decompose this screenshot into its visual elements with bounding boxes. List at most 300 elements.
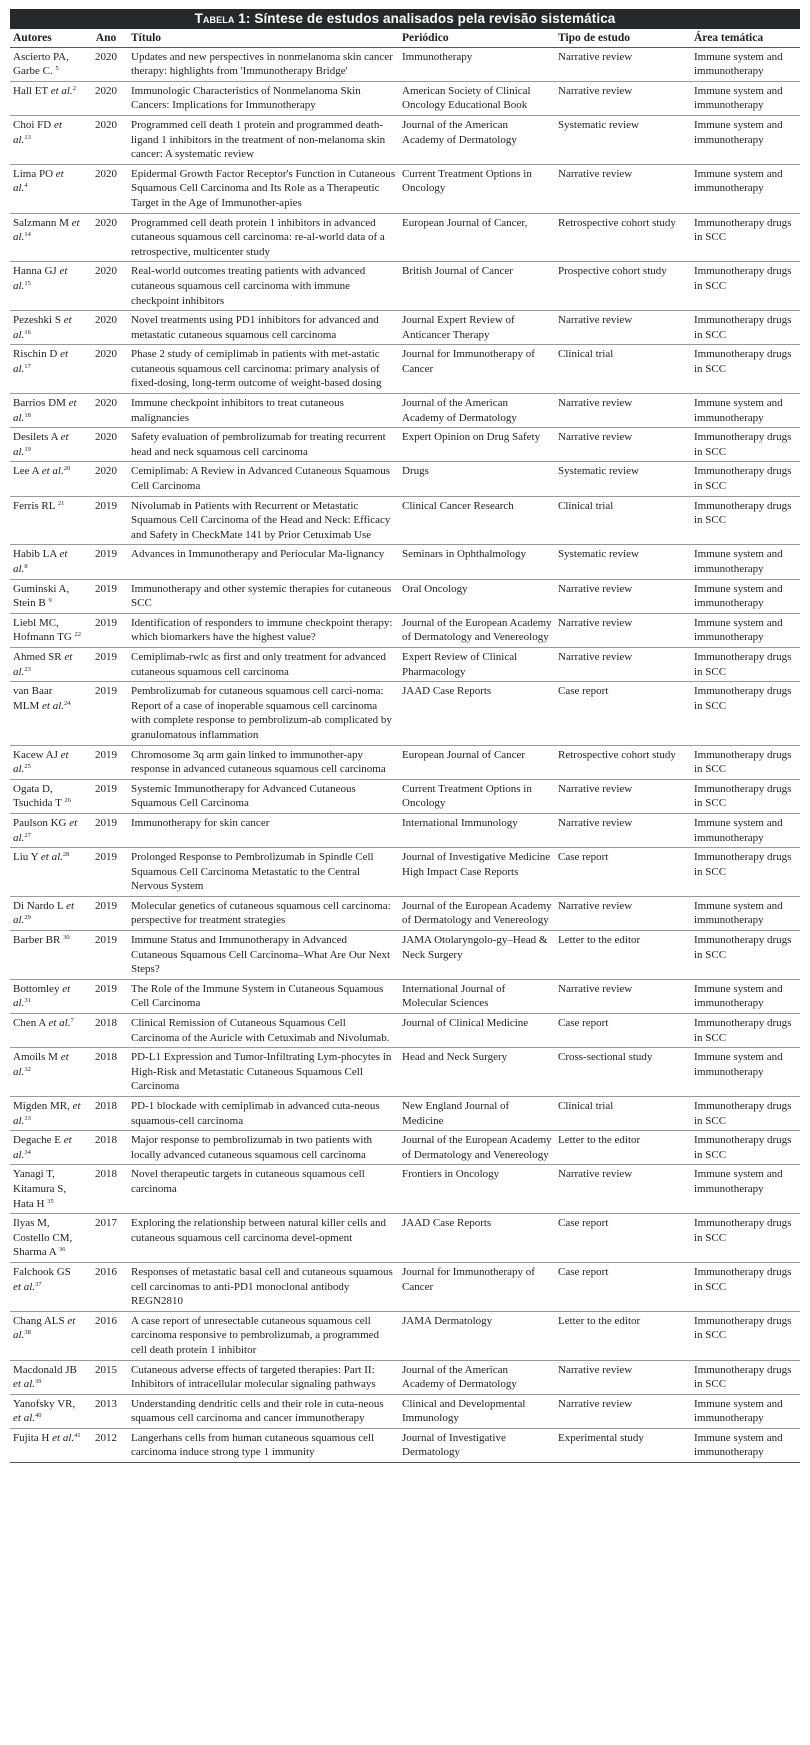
- cell-year: 2013: [84, 1394, 128, 1428]
- cell-area: Immune system and immunotherapy: [691, 896, 800, 930]
- cell-year: 2019: [84, 848, 128, 897]
- cell-year: 2018: [84, 1097, 128, 1131]
- author-name: Hanna GJ: [13, 265, 57, 278]
- studies-table: [10, 29, 800, 1463]
- reference-number: 8: [24, 563, 28, 570]
- cell-study-type: Narrative review: [555, 81, 691, 115]
- table-row: [10, 745, 800, 779]
- cell-journal: Clinical and Developmental Immunology: [399, 1394, 555, 1428]
- cell-study-type: Narrative review: [555, 1165, 691, 1214]
- table-row: [10, 579, 800, 613]
- reference-number: 23: [24, 665, 31, 673]
- cell-area: Immunotherapy drugs in SCC: [691, 1014, 800, 1048]
- cell-author: [10, 1311, 84, 1360]
- cell-area: Immunotherapy drugs in SCC: [691, 462, 800, 496]
- cell-title: Real-world outcomes treating patients with advanced cutaneous squamous cell carcinoma with immune checkpoint inhibitors: [128, 262, 399, 311]
- author-name: Lima PO: [13, 167, 54, 180]
- cell-author: [10, 1394, 84, 1428]
- author-name: Liebl MC, Hofmann TG: [13, 616, 72, 644]
- cell-study-type: Letter to the editor: [555, 931, 691, 980]
- cell-author: [10, 682, 84, 745]
- cell-year: 2020: [84, 394, 128, 428]
- reference-number: 30: [63, 934, 70, 942]
- cell-study-type: Cross-sectional study: [555, 1048, 691, 1097]
- cell-title: Immunotherapy for skin cancer: [128, 813, 399, 847]
- cell-study-type: Narrative review: [555, 813, 691, 847]
- cell-author: [10, 213, 84, 262]
- author-name: Habib LA: [13, 548, 57, 561]
- reference-number: 32: [24, 1065, 31, 1073]
- cell-year: 2019: [84, 979, 128, 1013]
- table-row: [10, 1131, 800, 1165]
- author-name: Guminski A, Stein B: [13, 582, 70, 610]
- cell-year: 2019: [84, 745, 128, 779]
- author-name: Barber BR: [13, 934, 61, 947]
- author-name: Ahmed SR: [13, 650, 62, 663]
- table-row: [10, 979, 800, 1013]
- cell-study-type: Clinical trial: [555, 496, 691, 545]
- cell-study-type: Case report: [555, 1214, 691, 1263]
- author-name: Yanagi T, Kitamura S, Hata H: [13, 1168, 67, 1210]
- reference-number: 36: [58, 1246, 66, 1254]
- table-row: [10, 896, 800, 930]
- cell-year: 2019: [84, 682, 128, 745]
- cell-title: Prolonged Response to Pembrolizumab in Spindle Cell Squamous Cell Carcinoma Metastatic to the Central Nervous System: [128, 848, 399, 897]
- cell-study-type: Prospective cohort study: [555, 262, 691, 311]
- table-row: [10, 1311, 800, 1360]
- cell-study-type: Retrospective cohort study: [555, 745, 691, 779]
- cell-title: Understanding dendritic cells and their role in cuta-neous squamous cell carcinoma and cancer immunotherapy: [128, 1394, 399, 1428]
- cell-title: Immune checkpoint inhibitors to treat cutaneous malignancies: [128, 394, 399, 428]
- header-ano: Ano: [84, 29, 128, 47]
- table-row: [10, 813, 800, 847]
- cell-author: [10, 115, 84, 164]
- cell-journal: New England Journal of Medicine: [399, 1097, 555, 1131]
- table-row: [10, 1048, 800, 1097]
- cell-title: Safety evaluation of pembrolizumab for treating recurrent head and neck squamous cell carcinoma: [128, 428, 399, 462]
- cell-area: Immune system and immunotherapy: [691, 1394, 800, 1428]
- cell-year: 2018: [84, 1014, 128, 1048]
- author-name: Chang ALS: [13, 1314, 65, 1327]
- cell-study-type: Retrospective cohort study: [555, 213, 691, 262]
- cell-area: Immunotherapy drugs in SCC: [691, 311, 800, 345]
- cell-author: [10, 1097, 84, 1131]
- cell-area: Immunotherapy drugs in SCC: [691, 345, 800, 394]
- reference-number: 39: [35, 1378, 42, 1386]
- reference-number: 41: [74, 1431, 81, 1439]
- cell-area: Immune system and immunotherapy: [691, 579, 800, 613]
- cell-journal: Drugs: [399, 462, 555, 496]
- author-name: Yanofsky VR,: [13, 1397, 76, 1410]
- cell-title: Immunologic Characteristics of Nonmelanoma Skin Cancers: Implications for Immunotherapy: [128, 81, 399, 115]
- cell-area: Immunotherapy drugs in SCC: [691, 1131, 800, 1165]
- table-row: [10, 47, 800, 81]
- cell-study-type: Case report: [555, 848, 691, 897]
- author-name: Rischin D: [13, 348, 58, 361]
- cell-title: Programmed cell death protein 1 inhibitors in advanced cutaneous squamous cell carcinoma: re-al-world data of a retrospective, multicenter study: [128, 213, 399, 262]
- cell-journal: Expert Review of Clinical Pharmacology: [399, 647, 555, 681]
- cell-study-type: Narrative review: [555, 647, 691, 681]
- cell-title: Clinical Remission of Cutaneous Squamous Cell Carcinoma of the Auricle with Cetuximab and Nivolumab.: [128, 1014, 399, 1048]
- table-page: [10, 0, 800, 1463]
- cell-year: 2020: [84, 311, 128, 345]
- cell-author: [10, 1214, 84, 1263]
- cell-study-type: Narrative review: [555, 311, 691, 345]
- table-row: [10, 164, 800, 213]
- header-area: Área temática: [691, 29, 800, 47]
- table-row: [10, 1428, 800, 1462]
- cell-study-type: Systematic review: [555, 545, 691, 579]
- cell-area: Immunotherapy drugs in SCC: [691, 848, 800, 897]
- reference-number: 35: [47, 1197, 54, 1205]
- cell-area: Immunotherapy drugs in SCC: [691, 213, 800, 262]
- table-row: [10, 428, 800, 462]
- cell-area: Immunotherapy drugs in SCC: [691, 496, 800, 545]
- reference-number: 38: [24, 1329, 31, 1337]
- author-name: Kacew AJ: [13, 748, 58, 761]
- cell-author: [10, 1428, 84, 1462]
- author-name: Chen A: [13, 1017, 46, 1030]
- cell-study-type: Case report: [555, 1262, 691, 1311]
- table-row: [10, 115, 800, 164]
- author-etal: et al.: [13, 265, 68, 292]
- cell-study-type: Clinical trial: [555, 1097, 691, 1131]
- cell-area: Immune system and immunotherapy: [691, 164, 800, 213]
- cell-journal: Current Treatment Options in Oncology: [399, 779, 555, 813]
- author-name: Degache E: [13, 1134, 61, 1147]
- cell-area: Immune system and immunotherapy: [691, 1048, 800, 1097]
- author-name: Choi FD: [13, 118, 52, 131]
- cell-year: 2015: [84, 1360, 128, 1394]
- cell-title: PD-1 blockade with cemiplimab in advanced cuta-neous squamous-cell carcinoma: [128, 1097, 399, 1131]
- cell-study-type: Narrative review: [555, 1360, 691, 1394]
- cell-journal: Journal of the European Academy of Dermatology and Venereology: [399, 613, 555, 647]
- cell-author: [10, 1262, 84, 1311]
- cell-year: 2018: [84, 1048, 128, 1097]
- table-row: [10, 647, 800, 681]
- cell-area: Immunotherapy drugs in SCC: [691, 1214, 800, 1263]
- cell-area: Immune system and immunotherapy: [691, 1165, 800, 1214]
- cell-journal: Journal of the American Academy of Dermatology: [399, 394, 555, 428]
- reference-number: 28: [62, 851, 70, 859]
- reference-number: 15: [24, 279, 31, 287]
- author-etal: et al.: [13, 1051, 69, 1078]
- table-row: [10, 1097, 800, 1131]
- cell-author: [10, 394, 84, 428]
- cell-journal: Journal of the American Academy of Dermatology: [399, 115, 555, 164]
- reference-number: 25: [24, 763, 31, 771]
- author-name: Hall ET: [13, 84, 48, 97]
- table-row: [10, 345, 800, 394]
- table-row: [10, 462, 800, 496]
- table-row: [10, 1014, 800, 1048]
- cell-journal: JAAD Case Reports: [399, 1214, 555, 1263]
- reference-number: 31: [24, 997, 31, 1005]
- cell-journal: Clinical Cancer Research: [399, 496, 555, 545]
- table-caption: [10, 9, 800, 29]
- table-row: [10, 496, 800, 545]
- cell-year: 2016: [84, 1262, 128, 1311]
- table-row: [10, 931, 800, 980]
- author-etal: et al.: [13, 1134, 72, 1161]
- author-name: Ascierto PA, Garbe C.: [13, 50, 69, 78]
- author-etal: et al.: [13, 216, 80, 244]
- cell-journal: JAAD Case Reports: [399, 682, 555, 745]
- cell-author: [10, 496, 84, 545]
- author-name: Migden MR,: [13, 1100, 70, 1112]
- reference-number: 19: [24, 445, 31, 453]
- cell-author: [10, 462, 84, 496]
- reference-number: 40: [35, 1412, 42, 1420]
- cell-journal: International Journal of Molecular Sciences: [399, 979, 555, 1013]
- header-row: [10, 29, 800, 47]
- cell-journal: Journal for Immunotherapy of Cancer: [399, 1262, 555, 1311]
- author-etal: et al.: [13, 899, 75, 927]
- table-row: [10, 1394, 800, 1428]
- reference-number: 21: [57, 499, 65, 507]
- cell-year: 2020: [84, 81, 128, 115]
- header-titulo: Título: [128, 29, 399, 47]
- cell-author: [10, 164, 84, 213]
- cell-journal: Expert Opinion on Drug Safety: [399, 428, 555, 462]
- cell-author: [10, 311, 84, 345]
- cell-year: 2020: [84, 462, 128, 496]
- cell-area: Immunotherapy drugs in SCC: [691, 779, 800, 813]
- cell-author: [10, 428, 84, 462]
- cell-study-type: Narrative review: [555, 579, 691, 613]
- cell-journal: Seminars in Ophthalmology: [399, 545, 555, 579]
- cell-author: [10, 545, 84, 579]
- cell-title: Identification of responders to immune checkpoint therapy: which biomarkers have the highest value?: [128, 613, 399, 647]
- cell-author: [10, 1131, 84, 1165]
- cell-title: Advances in Immunotherapy and Periocular Ma-lignancy: [128, 545, 399, 579]
- cell-journal: Frontiers in Oncology: [399, 1165, 555, 1214]
- cell-year: 2019: [84, 579, 128, 613]
- cell-title: Molecular genetics of cutaneous squamous cell carcinoma: perspective for treatment strategies: [128, 896, 399, 930]
- author-etal: et al.: [13, 1314, 76, 1342]
- reference-number: 33: [24, 1114, 31, 1122]
- cell-year: 2017: [84, 1214, 128, 1263]
- cell-title: Chromosome 3q arm gain linked to immunother-apy response in advanced cutaneous squamous cell carcinoma: [128, 745, 399, 779]
- cell-title: Exploring the relationship between natural killer cells and cutaneous squamous cell carcinoma devel-opment: [128, 1214, 399, 1263]
- cell-area: Immunotherapy drugs in SCC: [691, 931, 800, 980]
- cell-journal: JAMA Dermatology: [399, 1311, 555, 1360]
- cell-area: Immune system and immunotherapy: [691, 813, 800, 847]
- author-name: Paulson KG: [13, 816, 67, 829]
- cell-title: Programmed cell death 1 protein and programmed death-ligand 1 inhibitors in the treatment of non-melanoma skin cancer: A systematic review: [128, 115, 399, 164]
- author-name: Ferris RL: [13, 499, 56, 512]
- author-name: Di Nardo L: [13, 899, 64, 912]
- author-name: Fujita H: [13, 1431, 50, 1444]
- cell-author: [10, 779, 84, 813]
- cell-year: 2020: [84, 213, 128, 262]
- cell-journal: Journal of Clinical Medicine: [399, 1014, 555, 1048]
- cell-title: PD-L1 Expression and Tumor-Infiltrating Lym-phocytes in High-Risk and Metastatic Cutaneous Squamous Cell Carcinoma: [128, 1048, 399, 1097]
- cell-area: Immunotherapy drugs in SCC: [691, 262, 800, 311]
- reference-number: 9: [48, 597, 52, 605]
- cell-study-type: Narrative review: [555, 164, 691, 213]
- cell-area: Immune system and immunotherapy: [691, 115, 800, 164]
- cell-year: 2020: [84, 164, 128, 213]
- author-name: Salzmann M: [13, 216, 69, 229]
- cell-journal: International Immunology: [399, 813, 555, 847]
- cell-author: [10, 345, 84, 394]
- cell-area: Immune system and immunotherapy: [691, 979, 800, 1013]
- author-name: Macdonald JB: [13, 1363, 77, 1376]
- cell-year: 2019: [84, 545, 128, 579]
- author-etal: et al.: [13, 167, 64, 195]
- table-row: [10, 1360, 800, 1394]
- table-row: [10, 311, 800, 345]
- cell-author: [10, 1014, 84, 1048]
- cell-study-type: Case report: [555, 682, 691, 745]
- cell-area: Immunotherapy drugs in SCC: [691, 682, 800, 745]
- cell-area: Immune system and immunotherapy: [691, 1428, 800, 1462]
- cell-year: 2018: [84, 1131, 128, 1165]
- table-row: [10, 394, 800, 428]
- cell-author: [10, 931, 84, 980]
- cell-study-type: Narrative review: [555, 1394, 691, 1428]
- author-etal: et al.: [42, 699, 65, 712]
- cell-year: 2019: [84, 496, 128, 545]
- author-etal: et al.: [13, 1378, 35, 1391]
- table-body: [10, 47, 800, 1462]
- cell-journal: JAMA Otolaryngolo-gy–Head & Neck Surgery: [399, 931, 555, 980]
- author-name: Barrios DM: [13, 397, 66, 410]
- cell-author: [10, 1048, 84, 1097]
- cell-journal: Journal for Immunotherapy of Cancer: [399, 345, 555, 394]
- cell-author: [10, 848, 84, 897]
- author-name: Bottomley: [13, 982, 60, 995]
- cell-year: 2016: [84, 1311, 128, 1360]
- cell-title: Novel treatments using PD1 inhibitors for advanced and metastatic cutaneous squamous cell carcinoma: [128, 311, 399, 345]
- author-etal: et al.: [52, 1431, 75, 1444]
- header-tipo: Tipo de estudo: [555, 29, 691, 47]
- cell-area: Immune system and immunotherapy: [691, 613, 800, 647]
- cell-title: Systemic Immunotherapy for Advanced Cutaneous Squamous Cell Carcinoma: [128, 779, 399, 813]
- author-etal: et al.: [50, 84, 73, 97]
- header-autores: Autores: [10, 29, 84, 47]
- cell-area: Immune system and immunotherapy: [691, 81, 800, 115]
- cell-title: Langerhans cells from human cutaneous squamous cell carcinoma induce strong type 1 immunity: [128, 1428, 399, 1462]
- cell-journal: Immunotherapy: [399, 47, 555, 81]
- cell-journal: Journal of the European Academy of Dermatology and Venereology: [399, 1131, 555, 1165]
- cell-journal: Oral Oncology: [399, 579, 555, 613]
- author-name: Amoils M: [13, 1051, 58, 1064]
- cell-journal: Journal of Investigative Dermatology: [399, 1428, 555, 1462]
- author-etal: et al.: [13, 397, 77, 424]
- cell-study-type: Narrative review: [555, 428, 691, 462]
- cell-journal: Journal of the American Academy of Dermatology: [399, 1360, 555, 1394]
- reference-number: 17: [24, 362, 31, 370]
- cell-author: [10, 81, 84, 115]
- cell-year: 2018: [84, 1165, 128, 1214]
- cell-study-type: Narrative review: [555, 613, 691, 647]
- author-name: Ogata D, Tsuchida T: [13, 782, 62, 810]
- cell-study-type: Systematic review: [555, 115, 691, 164]
- cell-area: Immunotherapy drugs in SCC: [691, 428, 800, 462]
- reference-number: 37: [35, 1280, 42, 1288]
- table-row: [10, 682, 800, 745]
- reference-number: 16: [24, 328, 31, 336]
- cell-area: Immune system and immunotherapy: [691, 47, 800, 81]
- caption-text: Síntese de estudos analisados pela revisão sistemática: [254, 11, 616, 26]
- cell-author: [10, 613, 84, 647]
- cell-area: Immunotherapy drugs in SCC: [691, 647, 800, 681]
- cell-author: [10, 1165, 84, 1214]
- table-row: [10, 262, 800, 311]
- cell-study-type: Narrative review: [555, 47, 691, 81]
- author-etal: et al.: [13, 314, 72, 341]
- cell-year: 2019: [84, 931, 128, 980]
- cell-journal: Head and Neck Surgery: [399, 1048, 555, 1097]
- cell-study-type: Letter to the editor: [555, 1311, 691, 1360]
- cell-journal: European Journal of Cancer,: [399, 213, 555, 262]
- reference-number: 24: [64, 699, 71, 707]
- cell-author: [10, 262, 84, 311]
- reference-number: 27: [24, 831, 31, 839]
- cell-title: Cutaneous adverse effects of targeted therapies: Part II: Inhibitors of intracellular molecular signaling pathways: [128, 1360, 399, 1394]
- author-name: Pezeshki S: [13, 314, 61, 327]
- table-row: [10, 1262, 800, 1311]
- reference-number: 34: [24, 1148, 31, 1156]
- table-row: [10, 1214, 800, 1263]
- cell-year: 2019: [84, 813, 128, 847]
- author-etal: et al.: [40, 851, 63, 864]
- reference-number: 22: [74, 631, 82, 639]
- cell-year: 2019: [84, 896, 128, 930]
- cell-title: Major response to pembrolizumab in two patients with locally advanced cutaneous squamous cell carcinoma: [128, 1131, 399, 1165]
- cell-title: Nivolumab in Patients with Recurrent or Metastatic Squamous Cell Carcinoma of the Head and Neck: Efficacy and Safety in CheckMate 141 by Prior Cetuximab Use: [128, 496, 399, 545]
- cell-area: Immunotherapy drugs in SCC: [691, 1360, 800, 1394]
- cell-area: Immunotherapy drugs in SCC: [691, 1262, 800, 1311]
- table-row: [10, 545, 800, 579]
- cell-author: [10, 745, 84, 779]
- author-etal: et al.: [13, 650, 73, 678]
- author-etal: et al.: [13, 118, 62, 146]
- cell-title: Immunotherapy and other systemic therapies for cutaneous SCC: [128, 579, 399, 613]
- author-etal: et al.: [13, 982, 71, 1010]
- author-etal: et al.: [41, 465, 64, 478]
- cell-year: 2012: [84, 1428, 128, 1462]
- cell-study-type: Narrative review: [555, 779, 691, 813]
- author-etal: et al.: [13, 431, 69, 458]
- reference-number: 4: [24, 182, 28, 190]
- cell-title: Pembrolizumab for cutaneous squamous cell carci-noma: Report of a case of inoperable squamous cell carcinoma with complete response to pembrolizum-ab complicated by granulomatous inflammation: [128, 682, 399, 745]
- cell-study-type: Case report: [555, 1014, 691, 1048]
- reference-number: 29: [24, 914, 31, 922]
- cell-area: Immunotherapy drugs in SCC: [691, 1311, 800, 1360]
- cell-year: 2019: [84, 613, 128, 647]
- cell-author: [10, 47, 84, 81]
- cell-title: Cemiplimab-rwlc as first and only treatment for advanced cutaneous squamous cell carcinoma: [128, 647, 399, 681]
- cell-author: [10, 1360, 84, 1394]
- author-name: Falchook GS: [13, 1265, 71, 1278]
- cell-author: [10, 896, 84, 930]
- cell-title: A case report of unresectable cutaneous squamous cell carcinoma responsive to pembrolizumab, a programmed cell death protein 1 inhibitor: [128, 1311, 399, 1360]
- author-etal: et al.: [48, 1017, 71, 1030]
- cell-area: Immunotherapy drugs in SCC: [691, 1097, 800, 1131]
- cell-title: Novel therapeutic targets in cutaneous squamous cell carcinoma: [128, 1165, 399, 1214]
- cell-study-type: Narrative review: [555, 896, 691, 930]
- reference-number: 26: [64, 797, 71, 805]
- cell-title: Updates and new perspectives in nonmelanoma skin cancer therapy: highlights from 'Immunotherapy Bridge': [128, 47, 399, 81]
- author-name: Liu Y: [13, 851, 39, 864]
- cell-title: Cemiplimab: A Review in Advanced Cutaneous Squamous Cell Carcinoma: [128, 462, 399, 496]
- author-etal: et al.: [13, 1280, 35, 1293]
- reference-number: 14: [24, 231, 31, 239]
- cell-year: 2019: [84, 647, 128, 681]
